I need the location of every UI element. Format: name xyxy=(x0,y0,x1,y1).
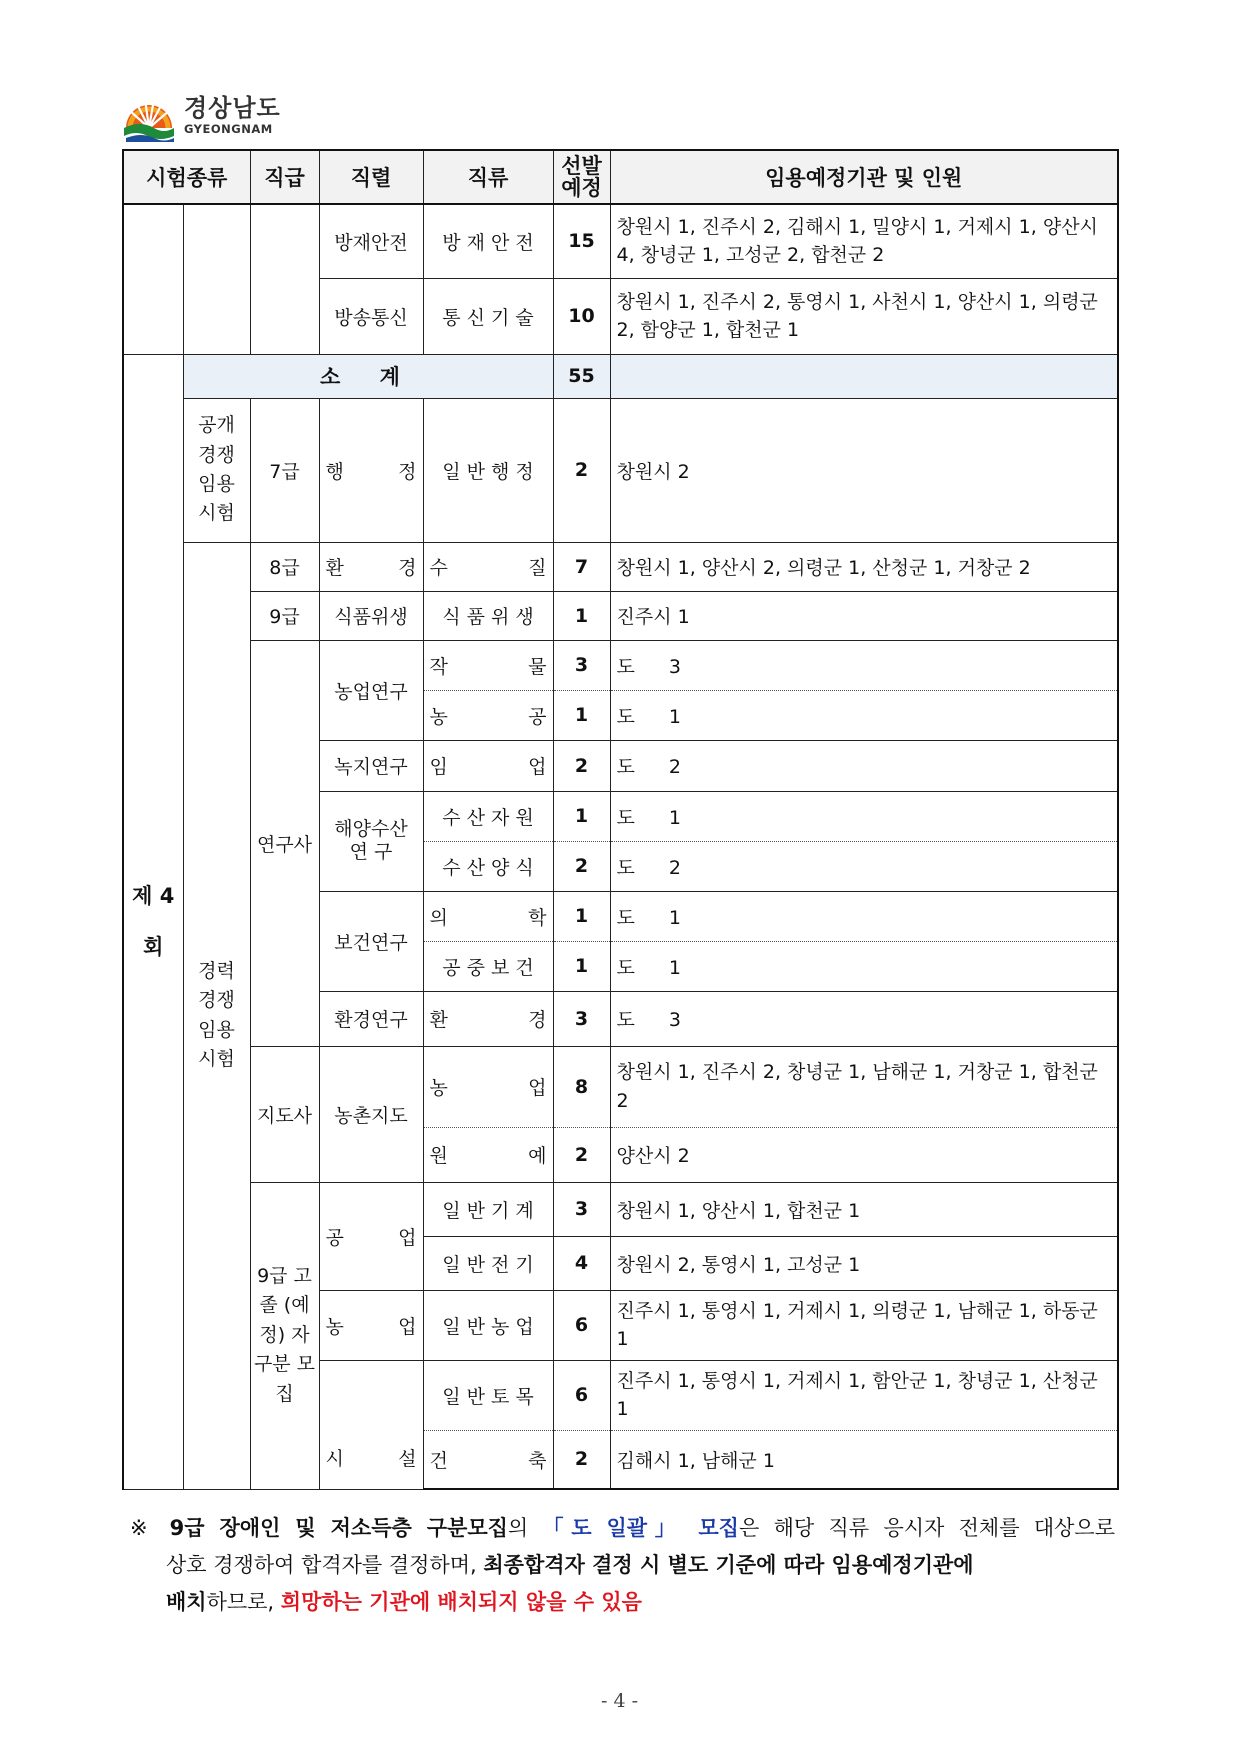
career-exam-label: 경력 경쟁 임용 시험 xyxy=(183,542,250,1489)
gyeongnam-logo xyxy=(120,88,281,144)
class-cell: 일 반 전 기 xyxy=(423,1236,553,1290)
subtotal-label: 소 계 xyxy=(183,354,553,398)
hs-grade-label: 9급 고졸 (예정) 자 구분 모집 xyxy=(250,1182,319,1489)
header-organizations: 임용예정기관 및 인원 xyxy=(610,150,1118,204)
count-cell: 10 xyxy=(553,278,610,354)
footnote-text: 상호 경쟁하여 합격자를 결정하며, xyxy=(166,1553,484,1577)
table-row xyxy=(123,591,1118,640)
series-cell: 녹지연구 xyxy=(319,740,423,791)
class-cell: 건 축 xyxy=(423,1430,553,1489)
count-cell: 3 xyxy=(553,640,610,690)
series-cell: 식품위생 xyxy=(319,591,423,640)
count-cell: 1 xyxy=(553,591,610,640)
header-exam-type: 시험종류 xyxy=(123,150,250,204)
table-row xyxy=(123,398,1118,542)
header-planned-count: 선발 예정 xyxy=(553,150,610,204)
footnote-text: 은 해당 직류 응시자 전체를 대상으로 xyxy=(738,1516,1115,1540)
count-cell: 1 xyxy=(553,941,610,991)
org-cell: 도 2 xyxy=(610,841,1118,891)
footnote-line-2 xyxy=(130,1547,1115,1584)
footnote-line-1 xyxy=(130,1510,1115,1547)
class-cell: 농 업 xyxy=(423,1046,553,1127)
org-cell: 창원시 1, 진주시 2, 김해시 1, 밀양시 1, 거제시 1, 양산시 4, 창녕군 1, 고성군 2, 합천군 2 xyxy=(610,204,1118,278)
series-cell: 농업연구 xyxy=(319,640,423,740)
round-text: 제 4 회 xyxy=(132,884,175,959)
footnote-emphasis: 배치 xyxy=(166,1590,207,1614)
recruitment-table xyxy=(122,149,1119,1490)
series-cell: 보건연구 xyxy=(319,891,423,991)
grade-cell: 7급 xyxy=(250,398,319,542)
class-cell: 원 예 xyxy=(423,1127,553,1182)
class-cell: 일 반 농 업 xyxy=(423,1290,553,1360)
table-row xyxy=(123,204,1118,278)
count-cell: 2 xyxy=(553,1430,610,1489)
header-class: 직류 xyxy=(423,150,553,204)
org-cell: 도 2 xyxy=(610,740,1118,791)
series-cell: 환경연구 xyxy=(319,991,423,1046)
logo-english-name: GYEONGNAM xyxy=(184,122,273,137)
footnote xyxy=(130,1510,1115,1621)
round-label xyxy=(123,354,183,1489)
count-cell: 2 xyxy=(553,398,610,542)
series-cell: 방송통신 xyxy=(319,278,423,354)
table-row xyxy=(123,1182,1118,1236)
logo-korean-name: 경상남도 xyxy=(184,94,281,123)
series-cell: 행 정 xyxy=(319,398,423,542)
org-cell: 창원시 2, 통영시 1, 고성군 1 xyxy=(610,1236,1118,1290)
count-cell: 7 xyxy=(553,542,610,591)
grade-cell: 9급 xyxy=(250,591,319,640)
org-cell: 도 1 xyxy=(610,891,1118,941)
count-cell: 3 xyxy=(553,991,610,1046)
gyeongnam-emblem-icon xyxy=(120,88,178,144)
footnote-warning-red: 희망하는 기관에 배치되지 않을 수 있음 xyxy=(280,1590,642,1614)
count-cell: 2 xyxy=(553,740,610,791)
page-number: - 4 - xyxy=(600,1690,638,1712)
org-cell: 진주시 1, 통영시 1, 거제시 1, 함안군 1, 창녕군 1, 산청군 1 xyxy=(610,1360,1118,1430)
series-cell: 공 업 xyxy=(319,1182,423,1290)
series-cell: 환 경 xyxy=(319,542,423,591)
table-row xyxy=(123,1046,1118,1127)
count-cell: 6 xyxy=(553,1290,610,1360)
class-cell: 통 신 기 술 xyxy=(423,278,553,354)
footnote-emphasis: 최종합격자 결정 시 별도 기준에 따라 임용예정기관에 xyxy=(483,1553,974,1577)
class-cell: 수 산 양 식 xyxy=(423,841,553,891)
grade-cell: 8급 xyxy=(250,542,319,591)
class-cell: 농 공 xyxy=(423,690,553,740)
count-cell: 6 xyxy=(553,1360,610,1430)
series-cell: 농촌지도 xyxy=(319,1046,423,1182)
class-cell: 식 품 위 생 xyxy=(423,591,553,640)
class-cell: 임 업 xyxy=(423,740,553,791)
series-cell: 시 설 xyxy=(319,1360,423,1489)
org-cell: 진주시 1, 통영시 1, 거제시 1, 의령군 1, 남해군 1, 하동군 1 xyxy=(610,1290,1118,1360)
org-cell: 김해시 1, 남해군 1 xyxy=(610,1430,1118,1489)
class-cell: 수 산 자 원 xyxy=(423,791,553,841)
subtotal-org xyxy=(610,354,1118,398)
footnote-mark: ※ xyxy=(130,1516,156,1540)
researcher-grade: 연구사 xyxy=(250,640,319,1046)
class-cell: 일 반 기 계 xyxy=(423,1182,553,1236)
org-cell: 창원시 1, 진주시 2, 통영시 1, 사천시 1, 양산시 1, 의령군 2, 함양군 1, 합천군 1 xyxy=(610,278,1118,354)
org-cell: 창원시 2 xyxy=(610,398,1118,542)
org-cell: 도 3 xyxy=(610,640,1118,690)
org-cell: 진주시 1 xyxy=(610,591,1118,640)
empty-cell xyxy=(123,204,183,354)
org-cell: 도 1 xyxy=(610,941,1118,991)
class-cell: 일 반 토 목 xyxy=(423,1360,553,1430)
footnote-text: 의 xyxy=(507,1516,543,1540)
class-cell: 일 반 행 정 xyxy=(423,398,553,542)
footnote-text: 하므로, xyxy=(206,1590,281,1614)
subtotal-count: 55 xyxy=(553,354,610,398)
series-cell: 농 업 xyxy=(319,1290,423,1360)
open-exam-label: 공개 경쟁 임용 시험 xyxy=(183,398,250,542)
org-cell: 양산시 2 xyxy=(610,1127,1118,1182)
header-series: 직렬 xyxy=(319,150,423,204)
org-cell: 도 3 xyxy=(610,991,1118,1046)
footnote-line-3 xyxy=(130,1584,1115,1621)
class-cell: 의 학 xyxy=(423,891,553,941)
class-cell: 수 질 xyxy=(423,542,553,591)
table-row xyxy=(123,542,1118,591)
count-cell: 2 xyxy=(553,1127,610,1182)
count-cell: 15 xyxy=(553,204,610,278)
org-cell: 도 1 xyxy=(610,791,1118,841)
count-cell: 1 xyxy=(553,891,610,941)
table-header-row xyxy=(123,150,1118,204)
class-cell: 방 재 안 전 xyxy=(423,204,553,278)
empty-cell xyxy=(183,204,250,354)
org-cell: 도 1 xyxy=(610,690,1118,740)
count-cell: 8 xyxy=(553,1046,610,1127)
header-grade: 직급 xyxy=(250,150,319,204)
count-cell: 2 xyxy=(553,841,610,891)
class-cell: 작 물 xyxy=(423,640,553,690)
org-cell: 창원시 1, 양산시 2, 의령군 1, 산청군 1, 거창군 2 xyxy=(610,542,1118,591)
footnote-target: 9급 장애인 및 저소득층 구분모집 xyxy=(169,1516,508,1540)
class-cell: 환 경 xyxy=(423,991,553,1046)
empty-cell xyxy=(250,204,319,354)
count-cell: 1 xyxy=(553,791,610,841)
count-cell: 4 xyxy=(553,1236,610,1290)
class-cell: 공 중 보 건 xyxy=(423,941,553,991)
count-cell: 3 xyxy=(553,1182,610,1236)
series-cell: 방재안전 xyxy=(319,204,423,278)
table-row xyxy=(123,640,1118,690)
org-cell: 창원시 1, 진주시 2, 창녕군 1, 남해군 1, 거창군 1, 합천군 2 xyxy=(610,1046,1118,1127)
footnote-highlight-blue: 「도 일괄」 모집 xyxy=(542,1516,739,1540)
count-cell: 1 xyxy=(553,690,610,740)
instructor-grade: 지도사 xyxy=(250,1046,319,1182)
series-cell: 해양수산 연 구 xyxy=(319,791,423,891)
subtotal-row xyxy=(123,354,1118,398)
org-cell: 창원시 1, 양산시 1, 합천군 1 xyxy=(610,1182,1118,1236)
